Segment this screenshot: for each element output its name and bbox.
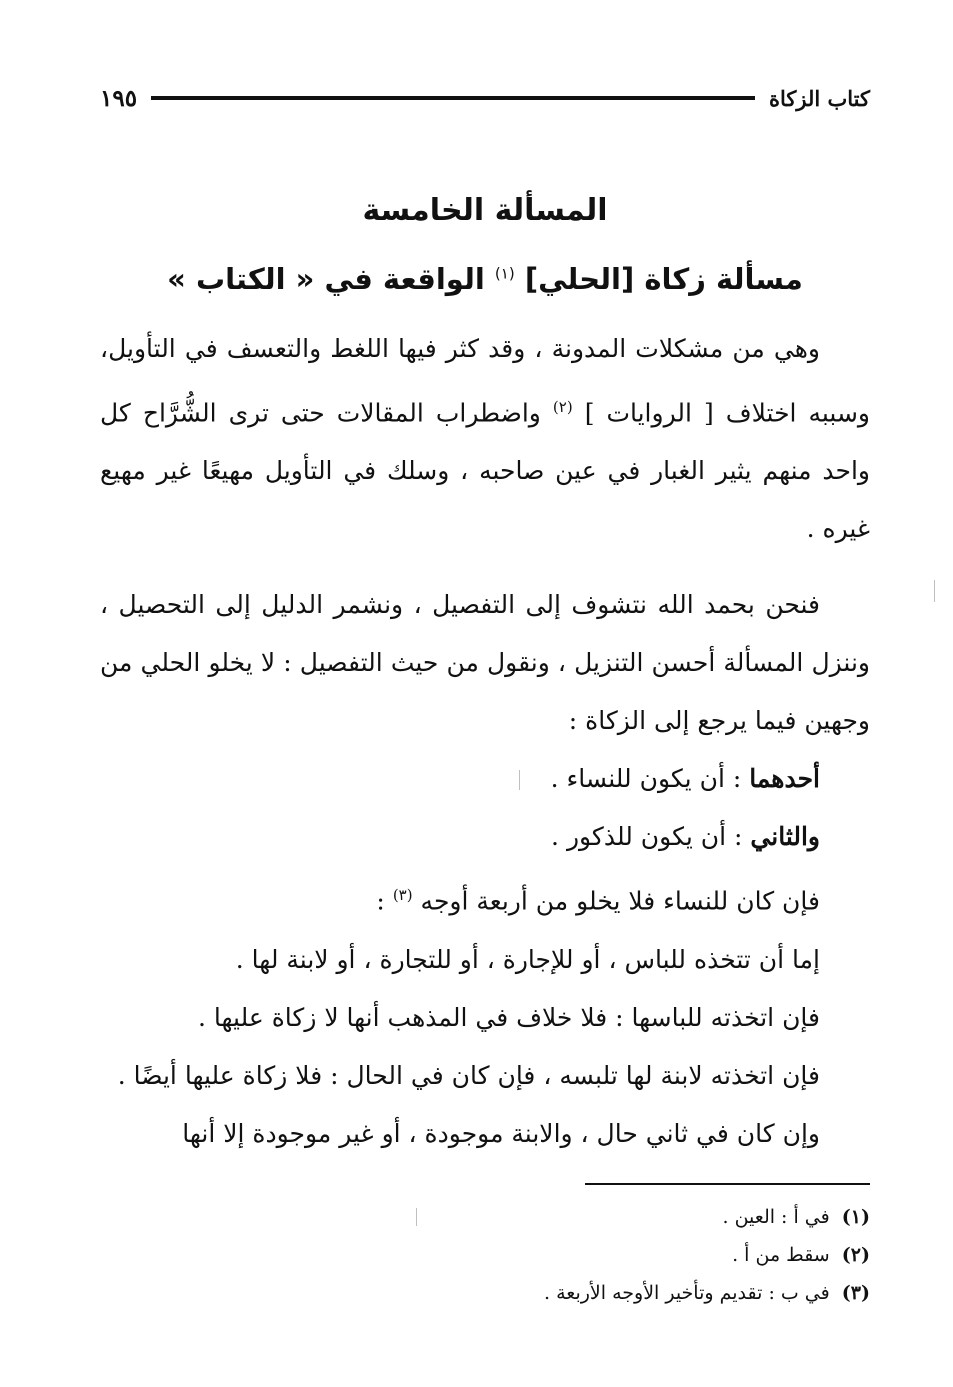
footnote-ref-1: (١) [494, 264, 515, 283]
running-title: كتاب الزكاة [768, 85, 870, 111]
footnote-3-text: في ب : تقديم وتأخير الأوجه الأربعة . [544, 1282, 830, 1304]
footnote-2-text: سقط من أ . [732, 1244, 830, 1266]
footnote-ref-2: (٢) [552, 398, 573, 416]
running-header [100, 78, 870, 118]
footnote-1-number: (١) [841, 1206, 870, 1228]
paragraph-8: فإن اتخذته لابنة لها تلبسه ، فإن كان في الحال : فلا زكاة عليها أيضًا . [117, 1060, 820, 1090]
paragraph-4-rest: : أن يكون للذكور . [551, 822, 743, 852]
section-subheading [100, 262, 870, 296]
footnote-rule [585, 1183, 870, 1185]
subheading-text-end: الواقعة في « الكتاب » [167, 262, 485, 296]
paragraph-2: فنحن بحمد الله نتشوف إلى التفصيل ، ونشمر الدليل إلى التحصيل ، وننزل المسألة أحسن التنزيل ، ونقول من حيث التفصيل : لا يخلو الحلي من وجهين فيما يرجع إلى الزكاة : [100, 590, 870, 736]
paragraph-5 [100, 866, 870, 930]
paragraph-3-rest: : أن يكون للنساء . [550, 764, 742, 794]
footnote-ref-3: (٣) [392, 886, 413, 905]
paragraph-4 [100, 808, 870, 866]
paragraph-5-text: فإن كان للنساء فلا يخلو من أربعة أوجه [420, 886, 820, 916]
paragraph-3 [100, 750, 870, 808]
scan-mark [934, 580, 935, 602]
paragraph-1-start: وهي من مشكلات المدونة ، وقد كثر فيها اللغط والتعسف في التأويل، وسببه اختلاف [ الروايات ] [100, 334, 870, 428]
section-heading: المسألة الخامسة [362, 193, 608, 228]
body-text [100, 320, 870, 1163]
page-number: ١٩٥ [100, 84, 138, 112]
paragraph-5-colon: : [376, 886, 385, 916]
footnote-3-number: (٣) [841, 1282, 870, 1304]
paragraph-9: وإن كان في ثاني حال ، والابنة موجودة ، أو غير موجودة إلا أنها [182, 1118, 820, 1148]
header-rule [151, 96, 755, 100]
term-second: والثاني [750, 822, 820, 852]
footnote-2-number: (٢) [841, 1244, 870, 1266]
footnotes [100, 1198, 870, 1312]
paragraph-7: فإن اتخذته للباسها : فلا خلاف في المذهب أنها لا زكاة عليها . [197, 1002, 820, 1032]
scan-mark [416, 1208, 417, 1226]
footnote-1-text: في أ : العين . [722, 1206, 830, 1228]
footnote-1 [100, 1198, 870, 1236]
subheading-text-start: مسألة زكاة [الحلي] [524, 262, 803, 296]
footnote-2 [100, 1236, 870, 1274]
paragraph-6: إما أن تتخذه للباس ، أو للإجارة ، أو للتجارة ، أو لابنة لها . [235, 944, 820, 974]
scan-mark [519, 770, 520, 790]
footnote-3 [100, 1274, 870, 1312]
paragraph-1 [100, 320, 870, 558]
term-first: أحدهما [749, 764, 820, 794]
paragraph-1-end: واضطراب المقالات حتى ترى الشُّرَّاح كل واحد منهم يثير الغبار في عين صاحبه ، وسلك في التأويل مهيعًا غير مهيع غيره . [100, 398, 870, 544]
